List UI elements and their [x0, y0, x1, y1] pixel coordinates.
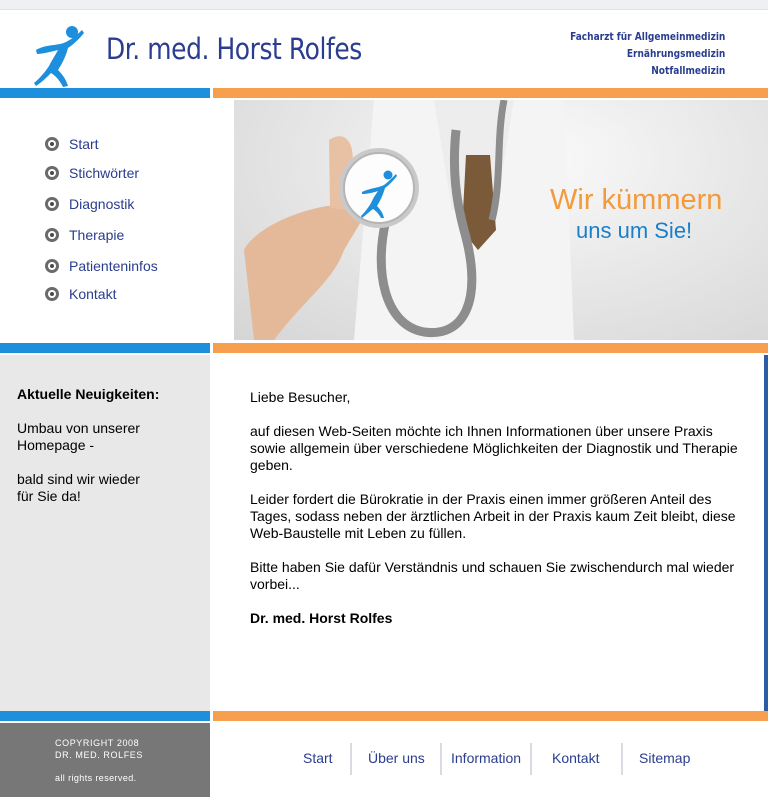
top-strip — [0, 0, 768, 10]
footer-nav — [210, 723, 768, 797]
article-paragraph: Bitte haben Sie dafür Verständnis und schauen Sie zwischendurch mal wieder vorbei... — [250, 559, 735, 592]
nav-item-label: Stichwörter — [69, 165, 140, 181]
hero-slogan-line1: Wir kümmern — [550, 184, 723, 216]
hero-banner — [234, 100, 768, 340]
bullet-icon — [45, 228, 59, 242]
content-right-border — [764, 355, 768, 711]
main-nav — [0, 98, 210, 343]
specialty-1: Facharzt für Allgemeinmedizin — [569, 30, 725, 43]
footer-link-information[interactable]: Information — [451, 750, 522, 766]
news-line: bald sind wir wieder — [17, 471, 140, 487]
nav-item-label: Diagnostik — [69, 196, 135, 212]
welcome-article — [250, 389, 750, 644]
news-line: für Sie da! — [17, 488, 81, 504]
bullet-icon — [45, 197, 59, 211]
divider-blue-top — [0, 88, 210, 98]
article-paragraph: Leider fordert die Bürokratie in der Praxis einen immer größeren Anteil des Tages, sodass neben der ärztlichen Arbeit in der Praxis kaum Zeit bleibt, diese Web-Baustelle mit Leben zu füllen. — [250, 491, 736, 541]
nav-item-label: Patienteninfos — [69, 258, 158, 274]
divider-blue-bottom — [0, 711, 210, 721]
news-line: Umbau von unserer — [17, 420, 140, 436]
nav-item-kontakt[interactable] — [45, 284, 116, 304]
nav-item-stichwoerter[interactable] — [45, 163, 139, 183]
news-title: Aktuelle Neuigkeiten: — [17, 386, 160, 402]
article-signature: Dr. med. Horst Rolfes — [250, 610, 393, 626]
nav-item-patienteninfos[interactable] — [45, 256, 158, 276]
news-spacer — [17, 454, 197, 471]
main-content — [210, 355, 764, 711]
copyright-box — [0, 723, 210, 797]
divider-orange-bottom — [213, 711, 768, 721]
divider-orange-top — [213, 88, 768, 98]
nav-item-diagnostik[interactable] — [45, 194, 134, 214]
specialties-list — [570, 28, 725, 79]
copyright-line1: COPYRIGHT 2008 — [55, 738, 140, 748]
hero-slogan-line2: uns um Sie! — [576, 218, 693, 243]
news-text — [17, 420, 197, 505]
footer-separator — [350, 743, 352, 775]
copyright-line2: DR. MED. ROLFES — [55, 750, 144, 760]
nav-item-label: Start — [69, 136, 99, 152]
news-sidebar — [0, 355, 210, 711]
running-figure-icon — [32, 24, 86, 88]
specialty-2: Ernährungsmedizin — [626, 47, 725, 60]
rights-text: all rights reserved. — [55, 773, 137, 783]
footer-separator — [621, 743, 623, 775]
footer-separator — [440, 743, 442, 775]
footer-link-kontakt[interactable]: Kontakt — [552, 750, 600, 766]
bullet-icon — [45, 137, 59, 151]
divider-blue-middle — [0, 343, 210, 353]
footer-link-ueber-uns[interactable]: Über uns — [368, 750, 425, 766]
footer-separator — [530, 743, 532, 775]
bullet-icon — [45, 287, 59, 301]
site-title: Dr. med. Horst Rolfes — [106, 32, 362, 66]
news-line: Homepage - — [17, 437, 95, 453]
nav-item-label: Kontakt — [69, 286, 117, 302]
site-header — [0, 10, 768, 88]
divider-orange-middle — [213, 343, 768, 353]
bullet-icon — [45, 259, 59, 273]
nav-item-label: Therapie — [69, 227, 125, 243]
footer-link-start[interactable]: Start — [303, 750, 333, 766]
article-greeting: Liebe Besucher, — [250, 389, 351, 405]
nav-item-therapie[interactable] — [45, 225, 124, 245]
nav-item-start[interactable] — [45, 134, 99, 154]
footer-link-sitemap[interactable]: Sitemap — [639, 750, 691, 766]
article-paragraph: auf diesen Web-Seiten möchte ich Ihnen Informationen über unsere Praxis sowie allgemein über verschiedene Möglichkeiten der Diagnostik und Therapie geben. — [250, 423, 738, 473]
specialty-3: Notfallmedizin — [650, 64, 725, 77]
bullet-icon — [45, 166, 59, 180]
